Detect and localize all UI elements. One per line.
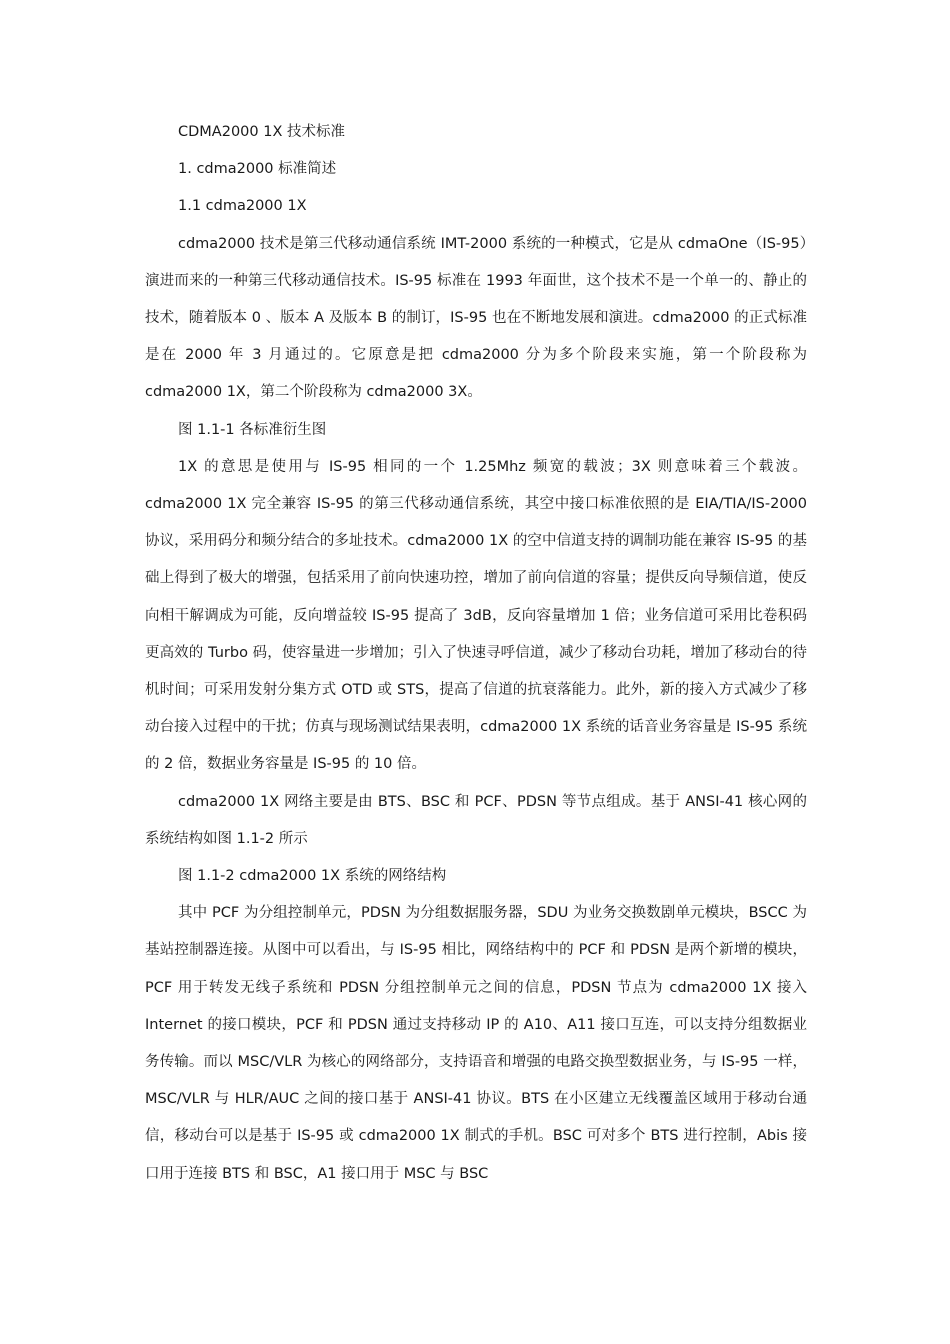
section-heading-1-1: 1.1 cdma2000 1X bbox=[178, 198, 307, 215]
paragraph-1x-features: 1X 的意思是使用与 IS-95 相同的一个 1.25Mhz 频宽的载波；3X 则意味着三个载波。cdma2000 1X 完全兼容 IS-95 的第三代移动通信系统，其空中接口标准依照的是 EIA/TIA/IS-2000 协议，采用码分和频分结合的多址技术。cdma2000 1X 的空中信道支持的调制功能在兼容 IS-95 的基础上得到了极大的增强，包括采用了前向快速功控，增加了前向信道的容量；提供反向导频信道，使反向相干解调成为可能，反向增益较 IS-95 提高了 3dB，反向容量增加 1 倍；业务信道可采用比卷积码更高效的 Turbo 码，使容量进一步增加；引入了快速寻呼信道，减少了移动台功耗，增加了移动台的待机时间；可采用发射分集方式 OTD 或 STS，提高了信道的抗衰落能力。此外，新的接入方式减少了移动台接入过程中的干扰；仿真与现场测试结果表明，cdma2000 1X 系统的话音业务容量是 IS-95 系统的 2 倍，数据业务容量是 IS-95 的 10 倍。 bbox=[145, 458, 807, 773]
document-title: CDMA2000 1X 技术标准 bbox=[178, 124, 345, 140]
paragraph-network-nodes: cdma2000 1X 网络主要是由 BTS、BSC 和 PCF、PDSN 等节点组成。基于 ANSI-41 核心网的系统结构如图 1.1-2 所示 bbox=[145, 793, 807, 847]
figure-caption-1: 图 1.1-1 各标准衍生图 bbox=[178, 421, 327, 438]
document-body bbox=[145, 114, 807, 1193]
figure-caption-2: 图 1.1-2 cdma2000 1X 系统的网络结构 bbox=[178, 868, 447, 885]
paragraph-intro: cdma2000 技术是第三代移动通信系统 IMT-2000 系统的一种模式，它是从 cdmaOne（IS-95）演进而来的一种第三代移动通信技术。IS-95 标准在 1993 年面世，这个技术不是一个单一的、静止的技术，随着版本 0 、版本 A 及版本 B 的制订，IS-95 也在不断地发展和演进。cdma2000 的正式标准是在 2000 年 3 月通过的。它原意是把 cdma2000 分为多个阶段来实施，第一个阶段称为 cdma2000 1X，第二个阶段称为 cdma2000 3X。 bbox=[145, 235, 807, 401]
paragraph-network-structure: 其中 PCF 为分组控制单元，PDSN 为分组数据服务器，SDU 为业务交换数剧单元模块，BSCC 为基站控制器连接。从图中可以看出，与 IS-95 相比，网络结构中的 PCF 和 PDSN 是两个新增的模块，PCF 用于转发无线子系统和 PDSN 分组控制单元之间的信息，PDSN 节点为 cdma2000 1X 接入 Internet 的接口模块，PCF 和 PDSN 通过支持移动 IP 的 A10、A11 接口互连，可以支持分组数据业务传输。而以 MSC/VLR 为核心的网络部分，支持语音和增强的电路交换型数据业务，与 IS-95 一样，MSC/VLR 与 HLR/AUC 之间的接口基于 ANSI-41 协议。BTS 在小区建立无线覆盖区域用于移动台通信，移动台可以是基于 IS-95 或 cdma2000 1X 制式的手机。BSC 可对多个 BTS 进行控制，Abis 接口用于连接 BTS 和 BSC，A1 接口用于 MSC 与 BSC bbox=[145, 905, 807, 1182]
section-heading-1: 1. cdma2000 标准简述 bbox=[178, 161, 337, 178]
